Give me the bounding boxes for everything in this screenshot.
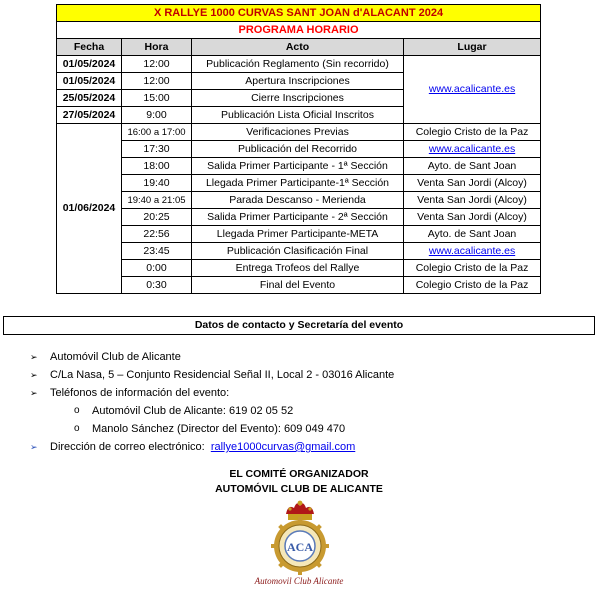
cell-acto: Publicación Clasificación Final (192, 243, 404, 260)
phones-label: Teléfonos de información del evento: (50, 387, 230, 399)
table-row (57, 124, 541, 141)
cell-acto: Llegada Primer Participante-META (192, 226, 404, 243)
cell-acto: Apertura Inscripciones (192, 73, 404, 90)
table-row (57, 226, 541, 243)
schedule-title: X RALLYE 1000 CURVAS SANT JOAN d'ALACANT 2024 (57, 5, 541, 22)
cell-hora: 0:00 (122, 260, 192, 277)
cell-hora: 19:40 (122, 175, 192, 192)
cell-fecha-merged: 01/06/2024 (57, 124, 122, 294)
cell-fecha: 27/05/2024 (57, 107, 122, 124)
cell-lugar: Venta San Jordi (Alcoy) (404, 209, 541, 226)
col-header-acto: Acto (192, 39, 404, 56)
cell-hora: 20:25 (122, 209, 192, 226)
cell-hora: 17:30 (122, 141, 192, 158)
address: C/La Nasa, 5 – Conjunto Residencial Señal II, Local 2 - 03016 Alicante (50, 369, 395, 381)
cell-lugar[interactable] (404, 243, 541, 260)
cell-hora: 9:00 (122, 107, 192, 124)
cell-hora: 18:00 (122, 158, 192, 175)
arrow-bullet-icon: ➢ (30, 370, 38, 380)
list-item (30, 348, 394, 366)
cell-acto: Publicación Lista Oficial Inscritos (192, 107, 404, 124)
cell-acto: Parada Descanso - Merienda (192, 192, 404, 209)
cell-lugar: Venta San Jordi (Alcoy) (404, 175, 541, 192)
logo-letters: ACA (287, 540, 313, 554)
table-row (57, 192, 541, 209)
cell-hora: 0:30 (122, 277, 192, 294)
phone-club: Automóvil Club de Alicante: 619 02 05 52 (92, 405, 294, 417)
table-row (57, 158, 541, 175)
cell-lugar: Venta San Jordi (Alcoy) (404, 192, 541, 209)
schedule-subtitle: PROGRAMA HORARIO (57, 22, 541, 39)
cell-lugar: Colegio Cristo de la Paz (404, 124, 541, 141)
club-line: AUTOMÓVIL CLUB DE ALICANTE (215, 483, 383, 495)
logo-caption: Automovil Club Alicante (254, 576, 344, 586)
cell-hora: 12:00 (122, 56, 192, 73)
club-name: Automóvil Club de Alicante (50, 351, 181, 363)
table-row (57, 243, 541, 260)
cell-acto: Entrega Trofeos del Rallye (192, 260, 404, 277)
cell-fecha: 25/05/2024 (57, 90, 122, 107)
cell-hora: 23:45 (122, 243, 192, 260)
cell-lugar[interactable] (404, 141, 541, 158)
table-row (57, 141, 541, 158)
contact-heading: Datos de contacto y Secretaría del evento (3, 316, 595, 335)
cell-hora: 12:00 (122, 73, 192, 90)
list-item (30, 438, 394, 456)
circle-bullet-icon: o (74, 405, 80, 416)
table-row (57, 260, 541, 277)
email-label: Dirección de correo electrónico: (50, 441, 205, 453)
table-row (57, 175, 541, 192)
list-item (30, 384, 394, 402)
table-row (57, 56, 541, 73)
website-link[interactable]: www.acalicante.es (428, 142, 516, 155)
contact-list (30, 348, 394, 456)
list-item (30, 402, 394, 420)
club-logo (270, 500, 330, 576)
cell-acto: Final del Evento (192, 277, 404, 294)
cell-hora: 22:56 (122, 226, 192, 243)
cell-lugar: Colegio Cristo de la Paz (404, 277, 541, 294)
committee-line: EL COMITÉ ORGANIZADOR (229, 468, 369, 480)
cell-acto: Salida Primer Participante - 1ª Sección (192, 158, 404, 175)
email-link[interactable]: rallye1000curvas@gmail.com (210, 441, 356, 453)
arrow-bullet-icon: ➢ (30, 388, 38, 398)
arrow-bullet-icon: ➢ (30, 352, 38, 362)
cell-lugar: Ayto. de Sant Joan (404, 158, 541, 175)
arrow-bullet-icon: ➢ (30, 442, 38, 452)
cell-lugar-merged[interactable] (404, 56, 541, 124)
col-header-hora: Hora (122, 39, 192, 56)
cell-acto: Verificaciones Previas (192, 124, 404, 141)
phone-director: Manolo Sánchez (Director del Evento): 609 049 470 (92, 423, 346, 435)
cell-fecha: 01/05/2024 (57, 73, 122, 90)
circle-bullet-icon: o (74, 423, 80, 434)
cell-acto: Cierre Inscripciones (192, 90, 404, 107)
website-link[interactable]: www.acalicante.es (428, 244, 516, 257)
cell-acto: Publicación Reglamento (Sin recorrido) (192, 56, 404, 73)
cell-acto: Salida Primer Participante - 2ª Sección (192, 209, 404, 226)
cell-acto: Llegada Primer Participante-1ª Sección (192, 175, 404, 192)
table-row (57, 209, 541, 226)
cell-lugar: Ayto. de Sant Joan (404, 226, 541, 243)
cell-hora: 15:00 (122, 90, 192, 107)
list-item (30, 420, 394, 438)
cell-hora: 19:40 a 21:05 (122, 192, 192, 209)
cell-acto: Publicación del Recorrido (192, 141, 404, 158)
list-item (30, 366, 394, 384)
col-header-fecha: Fecha (57, 39, 122, 56)
cell-lugar: Colegio Cristo de la Paz (404, 260, 541, 277)
cell-hora: 16:00 a 17:00 (122, 124, 192, 141)
cell-fecha: 01/05/2024 (57, 56, 122, 73)
table-row (57, 277, 541, 294)
website-link[interactable]: www.acalicante.es (428, 83, 516, 95)
schedule-table (56, 4, 541, 294)
col-header-lugar: Lugar (404, 39, 541, 56)
